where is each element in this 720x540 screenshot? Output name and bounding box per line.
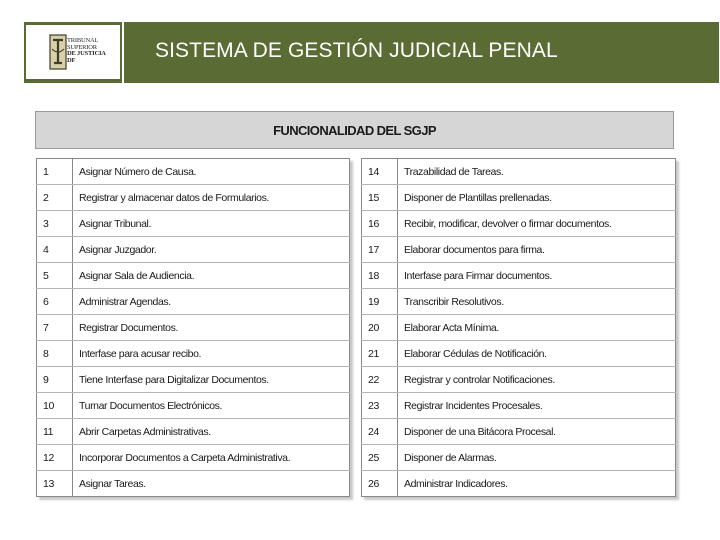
row-number: 7 [37, 315, 73, 341]
table-row [362, 419, 676, 445]
header-divider [122, 22, 124, 83]
table-row [37, 471, 350, 497]
table-row [37, 367, 350, 393]
table-row [37, 159, 350, 185]
row-description: Asignar Tareas. [79, 477, 146, 490]
table-row [37, 185, 350, 211]
page-title: SISTEMA DE GESTIÓN JUDICIAL PENAL [155, 39, 558, 62]
row-number: 15 [362, 185, 398, 211]
table-row [37, 211, 350, 237]
table-row [362, 315, 676, 341]
row-number: 25 [362, 445, 398, 471]
table-row [37, 289, 350, 315]
row-description: Trazabilidad de Tareas. [398, 159, 676, 185]
row-description: Interfase para Firmar documentos. [398, 263, 676, 289]
section-title: FUNCIONALIDAD DEL SGJP [273, 123, 436, 138]
row-description: Asignar Tribunal. [73, 211, 350, 237]
table-row [362, 393, 676, 419]
row-description: Recibir, modificar, devolver o firmar documentos. [398, 211, 676, 237]
row-description: Asignar Número de Causa. [73, 159, 350, 185]
row-number: 4 [37, 237, 73, 263]
row-number: 1 [37, 159, 73, 185]
row-description: Elaborar Cédulas de Notificación. [398, 341, 676, 367]
table-row [362, 341, 676, 367]
logo [26, 25, 120, 79]
row-description: Administrar Agendas. [73, 289, 350, 315]
row-description: Incorporar Documentos a Carpeta Administrativa. [73, 445, 350, 471]
row-number: 16 [362, 211, 398, 237]
row-number: 17 [362, 237, 398, 263]
table-row [362, 471, 676, 497]
logo-line: TRIBUNAL [67, 37, 99, 44]
row-number: 8 [37, 341, 73, 367]
logo-line: DE JUSTICIA [67, 50, 106, 57]
table-row [362, 289, 676, 315]
row-description: Administrar Indicadores. [404, 477, 508, 490]
table-row [37, 315, 350, 341]
table-row [37, 263, 350, 289]
row-description: Registrar Incidentes Procesales. [398, 393, 676, 419]
row-number: 19 [362, 289, 398, 315]
row-description: Disponer de una Bitácora Procesal. [398, 419, 676, 445]
row-description: Turnar Documentos Electrónicos. [73, 393, 350, 419]
table-row [37, 445, 350, 471]
row-number: 3 [37, 211, 73, 237]
row-number: 6 [37, 289, 73, 315]
functionality-table-left [36, 158, 350, 497]
logo-line: DF [67, 56, 76, 64]
row-number: 18 [362, 263, 398, 289]
table-row [362, 445, 676, 471]
table-row [362, 237, 676, 263]
row-number: 11 [37, 419, 73, 445]
row-number: 24 [362, 419, 398, 445]
row-number: 2 [37, 185, 73, 211]
row-description: Asignar Juzgador. [73, 237, 350, 263]
table-row [37, 237, 350, 263]
row-description: Abrir Carpetas Administrativas. [73, 419, 350, 445]
row-description: Tiene Interfase para Digitalizar Documentos. [73, 367, 350, 393]
row-number: 9 [37, 367, 73, 393]
row-number: 26 [362, 471, 398, 497]
row-description: Registrar Documentos. [73, 315, 350, 341]
row-description: Elaborar documentos para firma. [398, 237, 676, 263]
row-description: Asignar Sala de Audiencia. [73, 263, 350, 289]
row-description: Registrar y controlar Notificaciones. [398, 367, 676, 393]
functionality-table-right [361, 158, 676, 497]
row-number: 23 [362, 393, 398, 419]
table-row [362, 185, 676, 211]
row-number: 14 [362, 159, 398, 185]
row-number: 13 [37, 471, 73, 497]
row-number: 10 [37, 393, 73, 419]
row-description: Disponer de Alarmas. [398, 445, 676, 471]
row-number: 5 [37, 263, 73, 289]
tribunal-emblem-icon [48, 33, 68, 73]
table-row [37, 419, 350, 445]
row-description: Elaborar Acta Mínima. [398, 315, 676, 341]
row-number: 12 [37, 445, 73, 471]
row-description: Transcribir Resolutivos. [398, 289, 676, 315]
table-row [362, 367, 676, 393]
row-description: Interfase para acusar recibo. [73, 341, 350, 367]
logo-text [67, 38, 119, 64]
logo-line: SUPERIOR [67, 43, 97, 51]
section-banner [35, 111, 674, 149]
table-row [362, 263, 676, 289]
row-description: Disponer de Plantillas prellenadas. [398, 185, 676, 211]
row-number: 20 [362, 315, 398, 341]
row-number: 22 [362, 367, 398, 393]
table-row [37, 393, 350, 419]
row-number: 21 [362, 341, 398, 367]
table-row [362, 211, 676, 237]
table-row [37, 341, 350, 367]
table-row [362, 159, 676, 185]
row-description: Registrar y almacenar datos de Formularios. [73, 185, 350, 211]
